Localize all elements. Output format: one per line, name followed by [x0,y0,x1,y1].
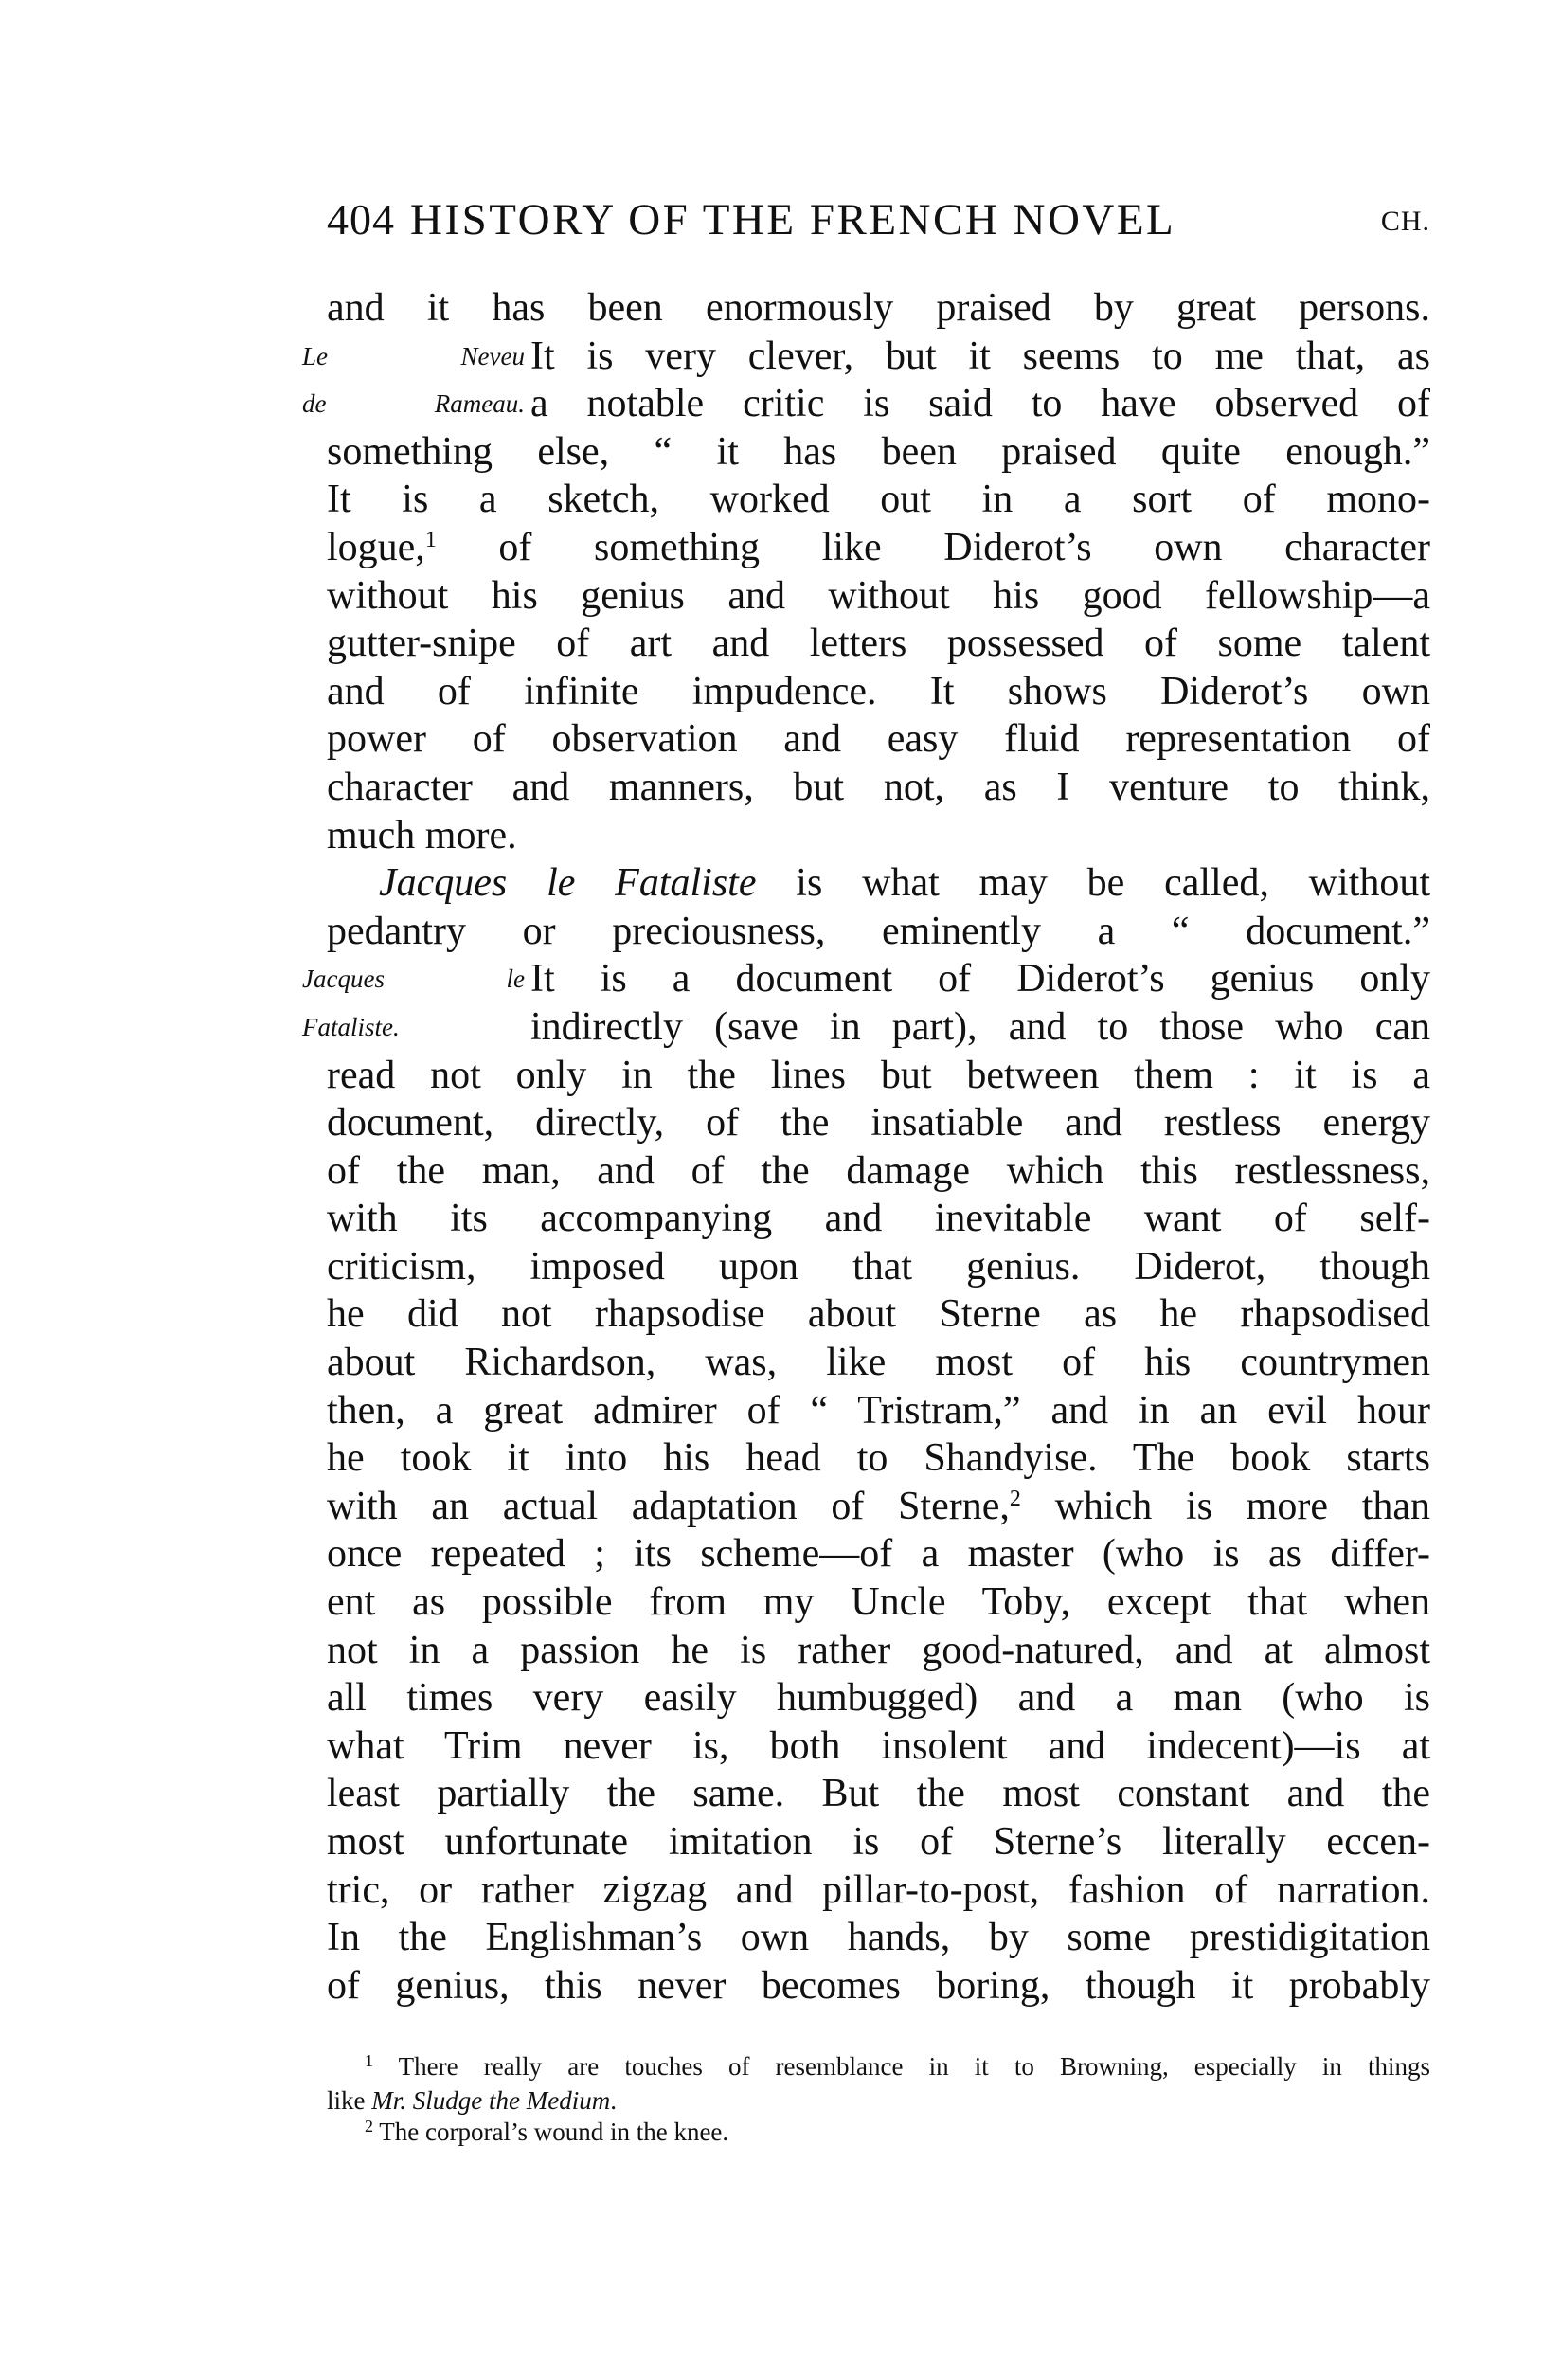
text-line: power of observation and easy fluid representation of [327,717,1430,762]
running-header [327,194,1430,251]
text-line: of the man, and of the damage which this restlessness, [327,1148,1430,1193]
text-line: In the Englishman’s own hands, by some prestidigitation [327,1916,1430,1960]
margin-note: Jacques le [302,965,525,994]
text-line: Jacques le Fataliste is what may be called, without [379,861,1430,906]
text-line: least partially the same. But the most constant and the [327,1772,1430,1816]
text-line: he took it into his head to Shandyise. The book starts [327,1436,1430,1481]
footnote-number: 1 [365,2051,373,2070]
footnotes [327,2051,1430,2151]
running-title: HISTORY OF THE FRENCH NOVEL [410,195,1176,244]
margin-note: de Rameau. [302,389,525,419]
text-line: It is a sketch, worked out in a sort of mono- [327,478,1430,522]
text-line: character and manners, but not, as I venture to think, [327,765,1430,809]
text-line: document, directly, of the insatiable and restless energy [327,1101,1430,1145]
text-line: ent as possible from my Uncle Toby, except that when [327,1580,1430,1625]
text-line: with an actual adaptation of Sterne,$^2$ which is more than [327,1484,1430,1528]
text-line: much more. [327,813,517,857]
text-line: Jacques le It is a document of Diderot’s genius only [327,955,1430,1003]
text-line: once repeated ; its scheme—of a master (who is as differ- [327,1532,1430,1577]
footnote-number: 2 [365,2117,373,2136]
text-line: of genius, this never becomes boring, though it probably [327,1963,1430,2008]
text-line: all times very easily humbugged) and a man (who is [327,1676,1430,1721]
text-line: criticism, imposed upon that genius. Diderot, though [327,1244,1430,1289]
text-line: logue,$^1$ of something like Diderot’s own character [327,525,1430,569]
footnote-2: $^2$ The corporal’s wound in the knee. [365,2117,729,2146]
chapter-marker: CH. [1380,206,1430,237]
text-line: without his genius and without his good fellowship—a [327,573,1430,618]
text-line: gutter-snipe of art and letters possessed of some talent [327,622,1430,666]
text-line: de Rameau. a notable critic is said to have observed of [327,380,1430,428]
text-line: what Trim never is, both insolent and indecent)—is at [327,1723,1430,1768]
text-line: pedantry or preciousness, eminently a “ document.” [327,909,1430,953]
text-line: and of infinite impudence. It shows Diderot’s own [327,669,1430,713]
text-line: read not only in the lines but between them : it is a [327,1053,1430,1097]
text-line: something else, “ it has been praised quite enough.” [327,429,1430,474]
text-line: about Richardson, was, like most of his countrymen [327,1341,1430,1385]
footnote-ref[interactable]: 1 [424,527,437,552]
text-line: tric, or rather zigzag and pillar-to-post, fashion of narration. [327,1867,1430,1912]
margin-note: Fataliste. [302,1012,400,1041]
text-line: Fataliste. indirectly (save in part), and to those who can [327,1003,1430,1052]
text-line: not in a passion he is rather good-natured, and at almost [327,1628,1430,1672]
text-line: most unfortunate imitation is of Sterne’s literally eccen- [327,1820,1430,1864]
body-text [302,284,1430,2010]
margin-note: Le Neveu [302,341,525,370]
text-line: Le Neveu It is very clever, but it seems to me that, as [327,333,1430,381]
text-line: with its accompanying and inevitable want of self- [327,1197,1430,1241]
footnote-ref[interactable]: 2 [1009,1486,1021,1511]
text-line: he did not rhapsodise about Sterne as he rhapsodised [327,1292,1430,1337]
text-line: and it has been enormously praised by great persons. [327,286,1430,330]
footnote-1: $^1$ There really are touches of resemblance in it to Browning, especially in things like Mr. Sludge the Medium. [327,2051,1431,2115]
italic-title: Jacques le Fataliste [379,861,757,906]
italic-title: Mr. Sludge the Medium [371,2086,611,2115]
page-number: 404 [327,195,395,243]
text-line: then, a great admirer of “ Tristram,” and in an evil hour [327,1388,1430,1433]
